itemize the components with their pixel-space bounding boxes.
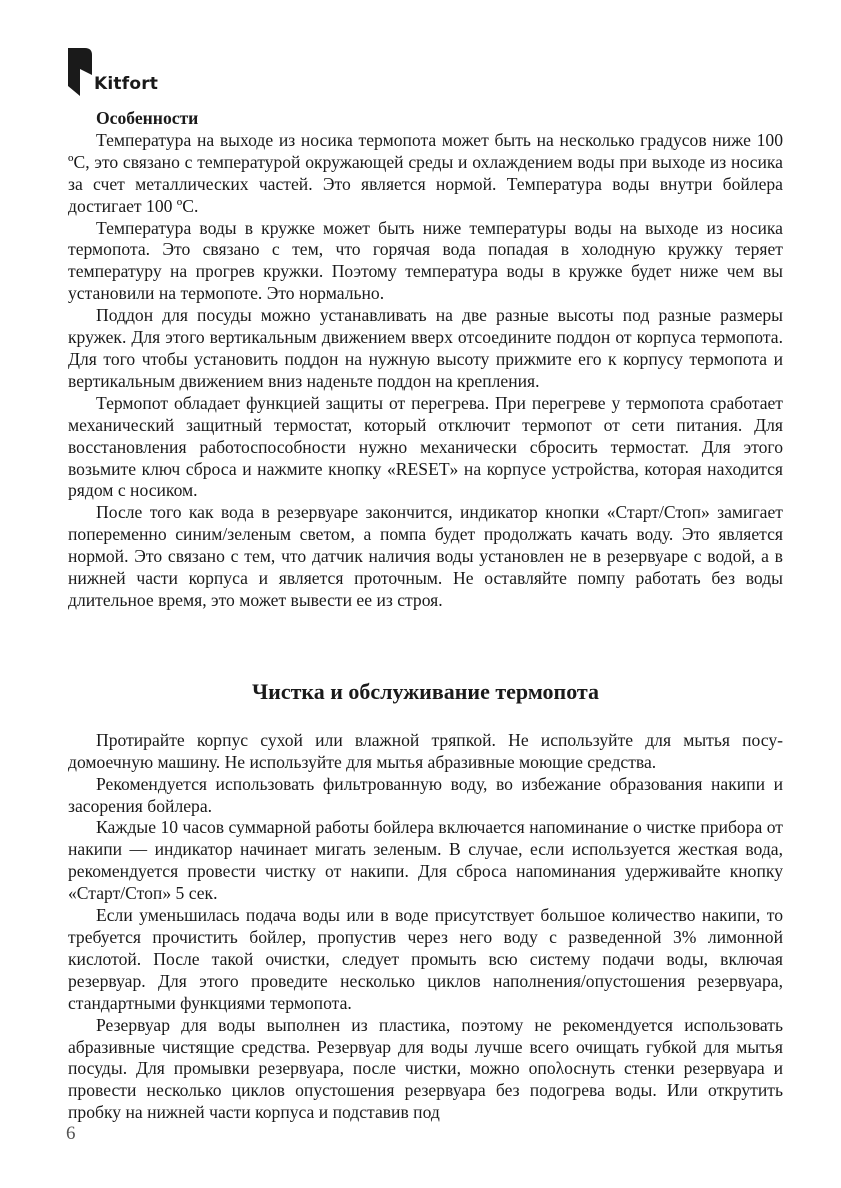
paragraph: Температура на выходе из носика термопота может быть на несколько градусов ниже 100 ºC, это связано с температурой окружающей среды и охлаждением воды при выходе из носика за счет металлических частей. Это является нормой. Температура воды внутри бойлера достигает 100 ºC. — [68, 129, 783, 216]
section-title-cleaning: Чистка и обслуживание термопота — [252, 678, 599, 704]
kitfort-logo-icon — [68, 48, 92, 96]
paragraph: Термопот обладает функцией защиты от перегрева. При перегреве у термопота сработает механический защитный термостат, который отключит термопот от сети питания. Для восстановления работоспособности нужно механически сбросить термостат. Для этого возьмите ключ сброса и нажмите кнопку «RESET» на корпусе устройства, которая находится рядом с носиком. — [68, 392, 783, 501]
kitfort-logo — [68, 48, 188, 96]
paragraph: Поддон для посуды можно устанавливать на две разные высоты под разные размеры кружек. Для этого вертикальным движением вверх отсоедините поддон от корпуса термопота. Для того чтобы установить поддон на нужную высоту прижмите его к корпусу термопота и вертикальным движением вниз наденьте поддон на крепления. — [68, 305, 783, 391]
page-number: 6 — [66, 1123, 76, 1144]
paragraph: Протирайте корпус сухой или влажной тряпкой. Не используйте для мытья посудомоечную машину. Не используйте для мытья абразивные моющие средства. — [68, 729, 783, 772]
page-content — [68, 108, 783, 1124]
paragraph: Рекомендуется использовать фильтрованную воду, во избежание образования накипи и засорения бойлера. — [68, 773, 783, 816]
section-heading-features: Особенности — [96, 108, 199, 128]
paragraph: Резервуар для воды выполнен из пластика, поэтому не рекомендуется использовать абразивные чистящие средства. Резервуар для воды лучше всего очищать губкой для мытья посуды. Для промывки резервуара, после чистки, можно опολоснуть стенки резервуара и провести несколько циклов опустошения резервуара без подогрева воды. Или открутить пробку на нижней части корпуса и подставив под — [68, 1014, 783, 1123]
brand-name: Kitfort — [94, 74, 159, 94]
paragraph: Температура воды в кружке может быть ниже температуры воды на выходе из носика термопота. Это связано с тем, что горячая вода попадая в холодную кружку теряет температуру на прогрев кружки. Поэтому температура воды в кружке будет ниже чем вы установили на термопоте. Это нормально. — [68, 217, 783, 304]
paragraph: После того как вода в резервуаре закончится, индикатор кнопки «Старт/Стоп» замигает попеременно синим/зеленым светом, а помпа будет продолжать качать воду. Это является нормой. Это связано с тем, что датчик наличия воды установлен не в резервуаре с водой, а в нижней части корпуса и является проточным. Не оставляйте помпу работать без воды длительное время, это может вывести ее из строя. — [68, 502, 783, 610]
paragraph: Если уменьшилась подача воды или в воде присутствует большое количество накипи, то требуется прочистить бойлер, пропустив через него воду с разведенной 3% лимонной кислотой. После такой очистки, следует промыть всю систему подачи воды, включая резервуар. Для этого проведите несколько циклов наполнения/опустошения резервуара, стандартными функциями термопота. — [68, 905, 783, 1013]
paragraph: Каждые 10 часов суммарной работы бойлера включается напоминание о чистке прибора от накипи — индикатор начинает мигать зеленым. В случае, если используется жесткая вода, рекомендуется провести чистку от накипи. Для сброса напоминания удерживайте кнопку «Старт/Стоп» 5 сек. — [68, 817, 783, 904]
